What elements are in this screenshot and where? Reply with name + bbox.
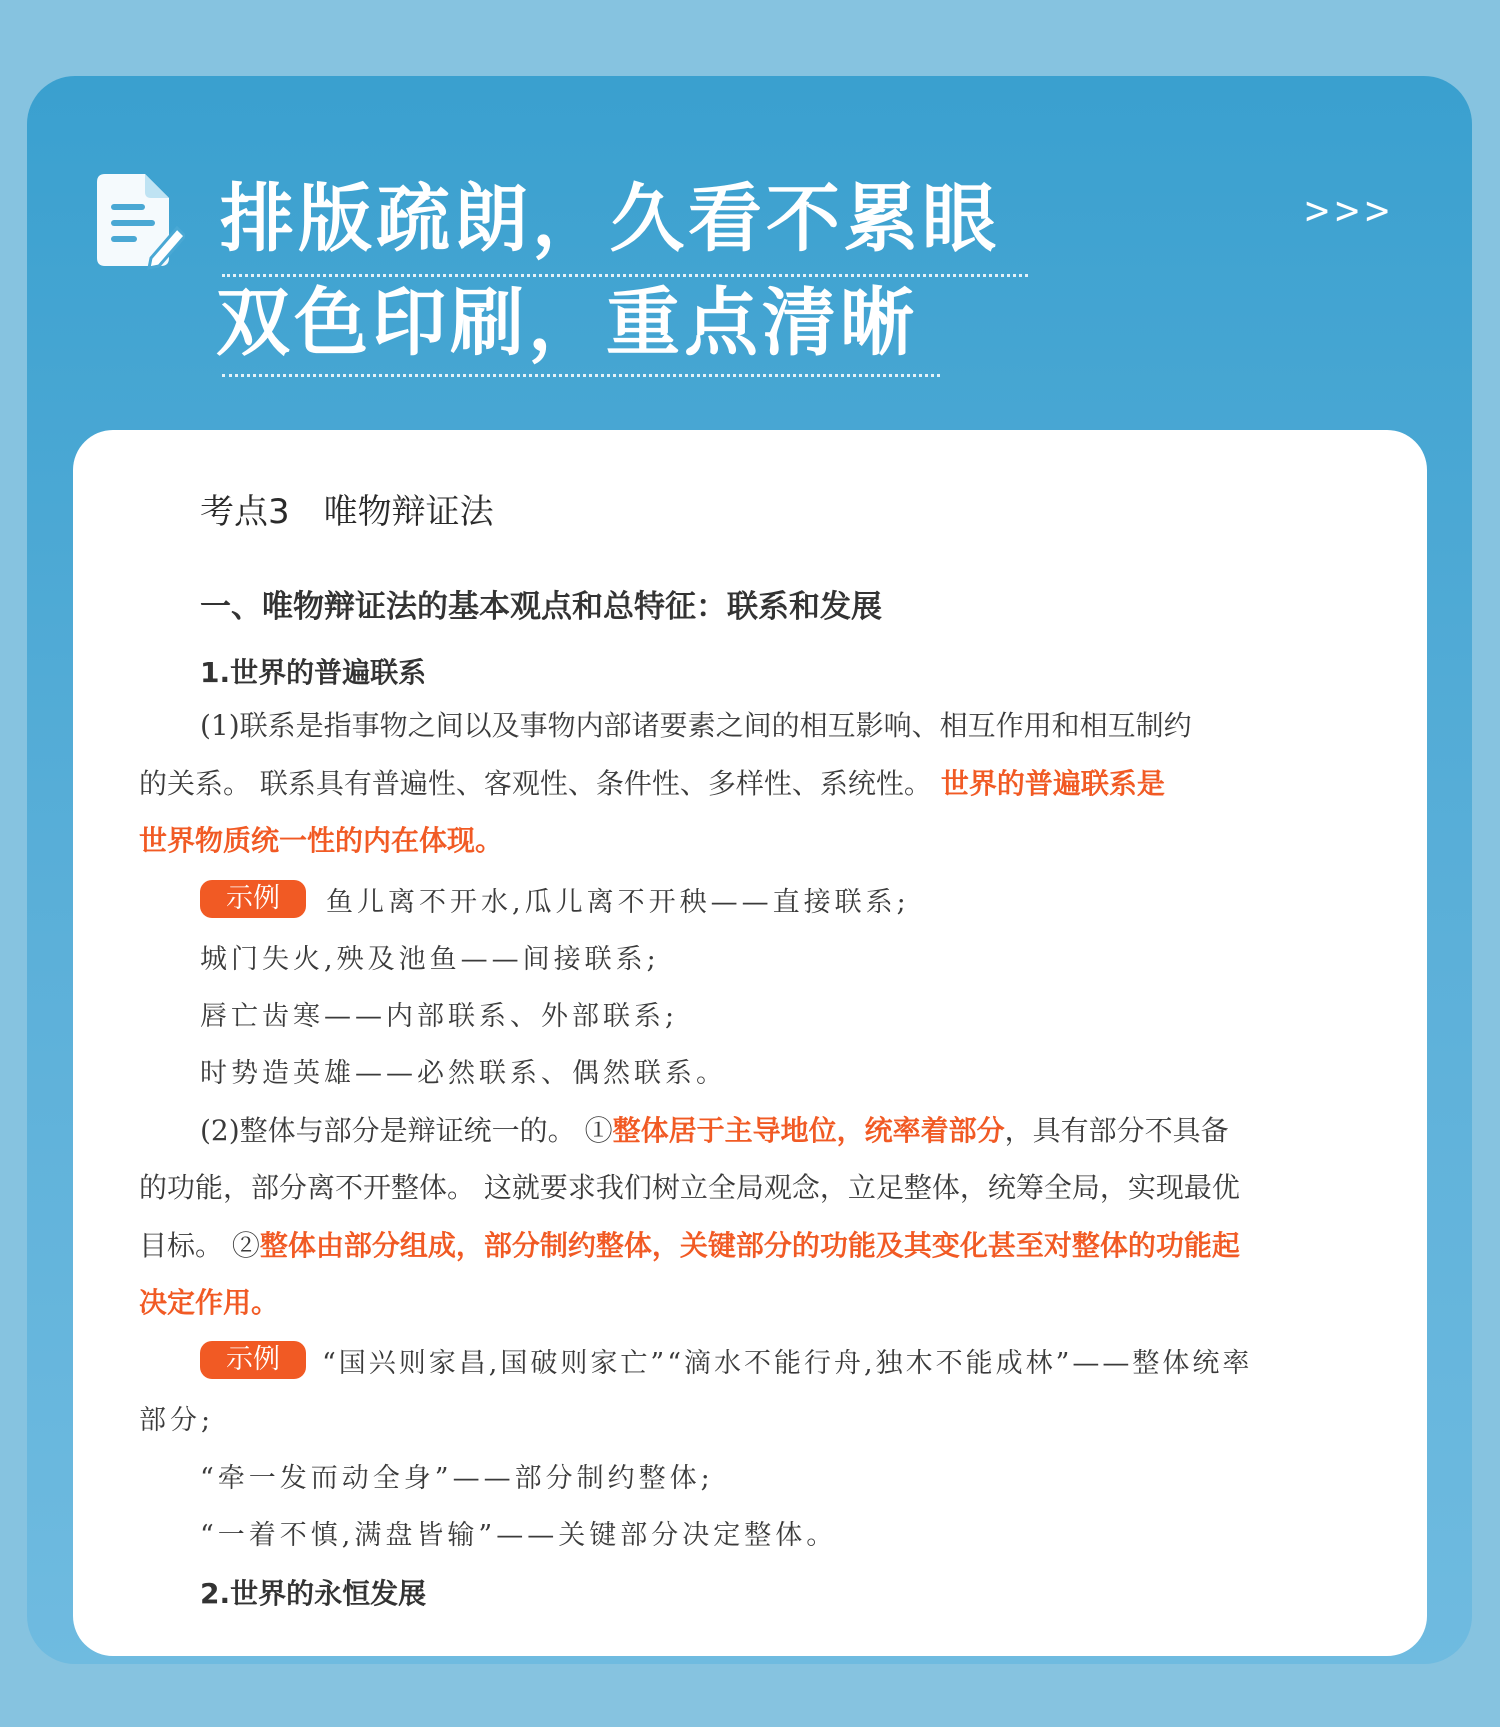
example-line: 唇亡齿寒——内部联系、外部联系; — [200, 1001, 679, 1032]
section-heading: 一、唯物辩证法的基本观点和总特征：联系和发展 — [200, 589, 882, 625]
topic-title: 考点3 唯物辩证法 — [200, 492, 494, 532]
paragraph-line: 的关系。 联系具有普遍性、客观性、条件性、多样性、系统性。 世界的普遍联系是 — [139, 767, 1165, 800]
example-line: 时势造英雄——必然联系、偶然联系。 — [200, 1058, 727, 1089]
headline-line-1: 排版疏朗，久看不累眼 — [220, 176, 1000, 262]
subsection-heading: 2.世界的永恒发展 — [200, 1577, 427, 1610]
dotted-divider — [222, 274, 1028, 277]
highlight-text: 世界物质统一性的内在体现。 — [139, 824, 504, 857]
example-line: 部分; — [139, 1405, 215, 1436]
paragraph-line: (1)联系是指事物之间以及事物内部诸要素之间的相互影响、相互作用和相互制约 — [200, 709, 1192, 742]
paragraph-line: 的功能，部分离不开整体。 这就要求我们树立全局观念，立足整体，统筹全局，实现最优 — [139, 1171, 1240, 1204]
example-line: “牵一发而动全身”——部分制约整体; — [200, 1463, 714, 1494]
example-line: “一着不慎,满盘皆输”——关键部分决定整体。 — [200, 1520, 838, 1551]
paragraph-line: 目标。 ②整体由部分组成，部分制约整体，关键部分的功能及其变化甚至对整体的功能起 — [139, 1229, 1240, 1262]
subsection-heading: 1.世界的普遍联系 — [200, 656, 427, 689]
example-line: 城门失火,殃及池鱼——间接联系; — [200, 944, 660, 975]
headline-line-2: 双色印刷，重点清晰 — [216, 280, 918, 366]
example-line: 鱼儿离不开水,瓜儿离不开秧——直接联系; — [326, 887, 910, 918]
example-line: “国兴则家昌,国破则家亡”“滴水不能行舟,独木不能成林”——整体统率 — [322, 1348, 1253, 1379]
highlight-text: 整体居于主导地位，统率着部分 — [612, 1114, 1005, 1147]
example-badge: 示例 — [200, 1341, 306, 1379]
highlight-text: 决定作用。 — [139, 1286, 280, 1319]
chevrons-right-icon: >>> — [1305, 188, 1396, 234]
example-badge: 示例 — [200, 880, 306, 918]
document-edit-icon — [93, 170, 185, 270]
highlight-text: 世界的普遍联系是 — [940, 767, 1165, 800]
paragraph-line: (2)整体与部分是辩证统一的。 ①整体居于主导地位，统率着部分，具有部分不具备 — [200, 1114, 1229, 1147]
dotted-divider — [222, 374, 940, 377]
highlight-text: 整体由部分组成，部分制约整体，关键部分的功能及其变化甚至对整体的功能起 — [259, 1229, 1240, 1262]
